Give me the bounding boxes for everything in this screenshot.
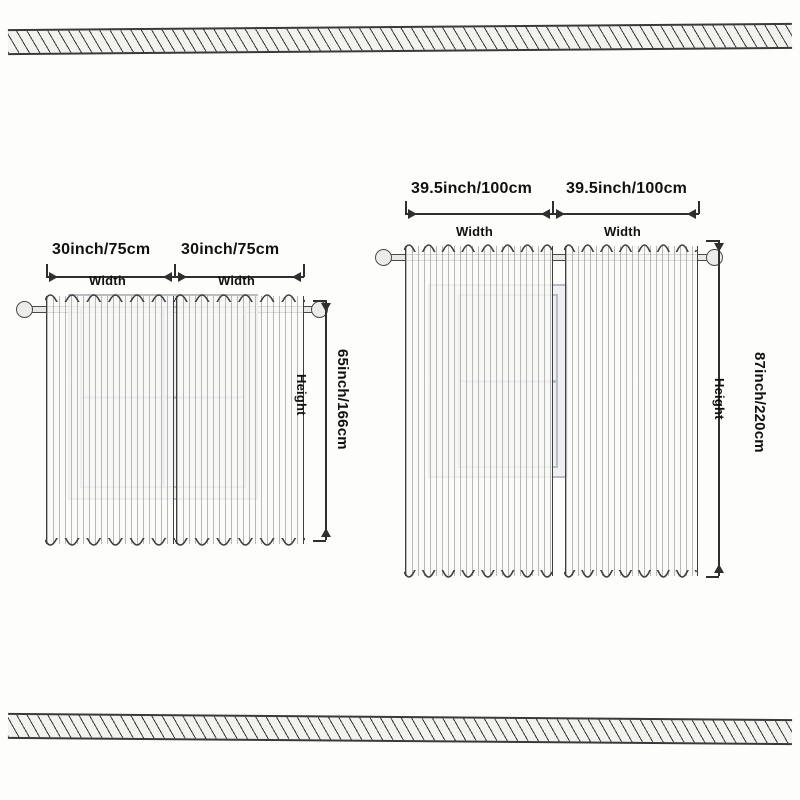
small-height-dimension-line [325,300,327,540]
large-height-tick-top [706,240,719,242]
small-width-tick-mid [174,264,176,277]
bottom-hatched-band [8,713,792,745]
small-panel-2-width-label: 30inch/75cm [181,241,280,258]
small-width-arrow-1 [49,272,58,282]
small-panel-2-width-sublabel: Width [218,273,255,288]
small-rod-finial-left [16,301,33,318]
large-width-arrow-2 [541,209,550,219]
large-height-tick-bottom [706,576,719,578]
small-height-arrow-bottom [321,528,331,537]
small-curtain-panel-left [46,296,174,544]
small-height-tick-top [313,300,326,302]
large-panel-1-width-sublabel: Width [456,224,493,239]
small-curtain-panel-right [176,296,304,544]
large-curtain-panel-right [565,246,698,576]
large-height-sublabel: Height [712,378,727,420]
panel-scallop-top-icon [564,240,699,252]
large-panel-1-width-label: 39.5inch/100cm [411,180,533,197]
large-width-arrow-3 [556,209,565,219]
small-panel-1-width-sublabel: Width [89,273,126,288]
small-height-arrow-top [321,303,331,312]
small-width-arrow-2 [163,272,172,282]
panel-scallop-bottom-icon [404,570,554,582]
panel-scallop-top-icon [175,290,305,302]
large-height-arrow-top [714,243,724,252]
large-height-label: 87inch/220cm [751,352,768,453]
small-height-label: 65inch/166cm [334,349,351,450]
large-curtain-panel-left [405,246,553,576]
top-hatched-band [8,23,792,55]
large-width-tick-right [698,201,700,214]
small-width-arrow-4 [292,272,301,282]
panel-scallop-top-icon [404,240,554,252]
small-width-tick-right [303,264,305,277]
panel-scallop-bottom-icon [45,538,175,550]
small-height-sublabel: Height [294,374,309,416]
panel-scallop-bottom-icon [564,570,699,582]
large-width-tick-left [405,201,407,214]
large-panel-2-width-label: 39.5inch/100cm [566,180,688,197]
large-width-tick-mid [552,201,554,214]
panel-scallop-top-icon [45,290,175,302]
large-rod-finial-left [375,249,392,266]
large-width-arrow-4 [687,209,696,219]
small-width-tick-left [46,264,48,277]
large-panel-2-width-sublabel: Width [604,224,641,239]
panel-scallop-bottom-icon [175,538,305,550]
small-width-arrow-3 [178,272,187,282]
small-height-tick-bottom [313,540,326,542]
small-panel-1-width-label: 30inch/75cm [52,241,151,258]
large-width-arrow-1 [408,209,417,219]
large-height-arrow-bottom [714,564,724,573]
